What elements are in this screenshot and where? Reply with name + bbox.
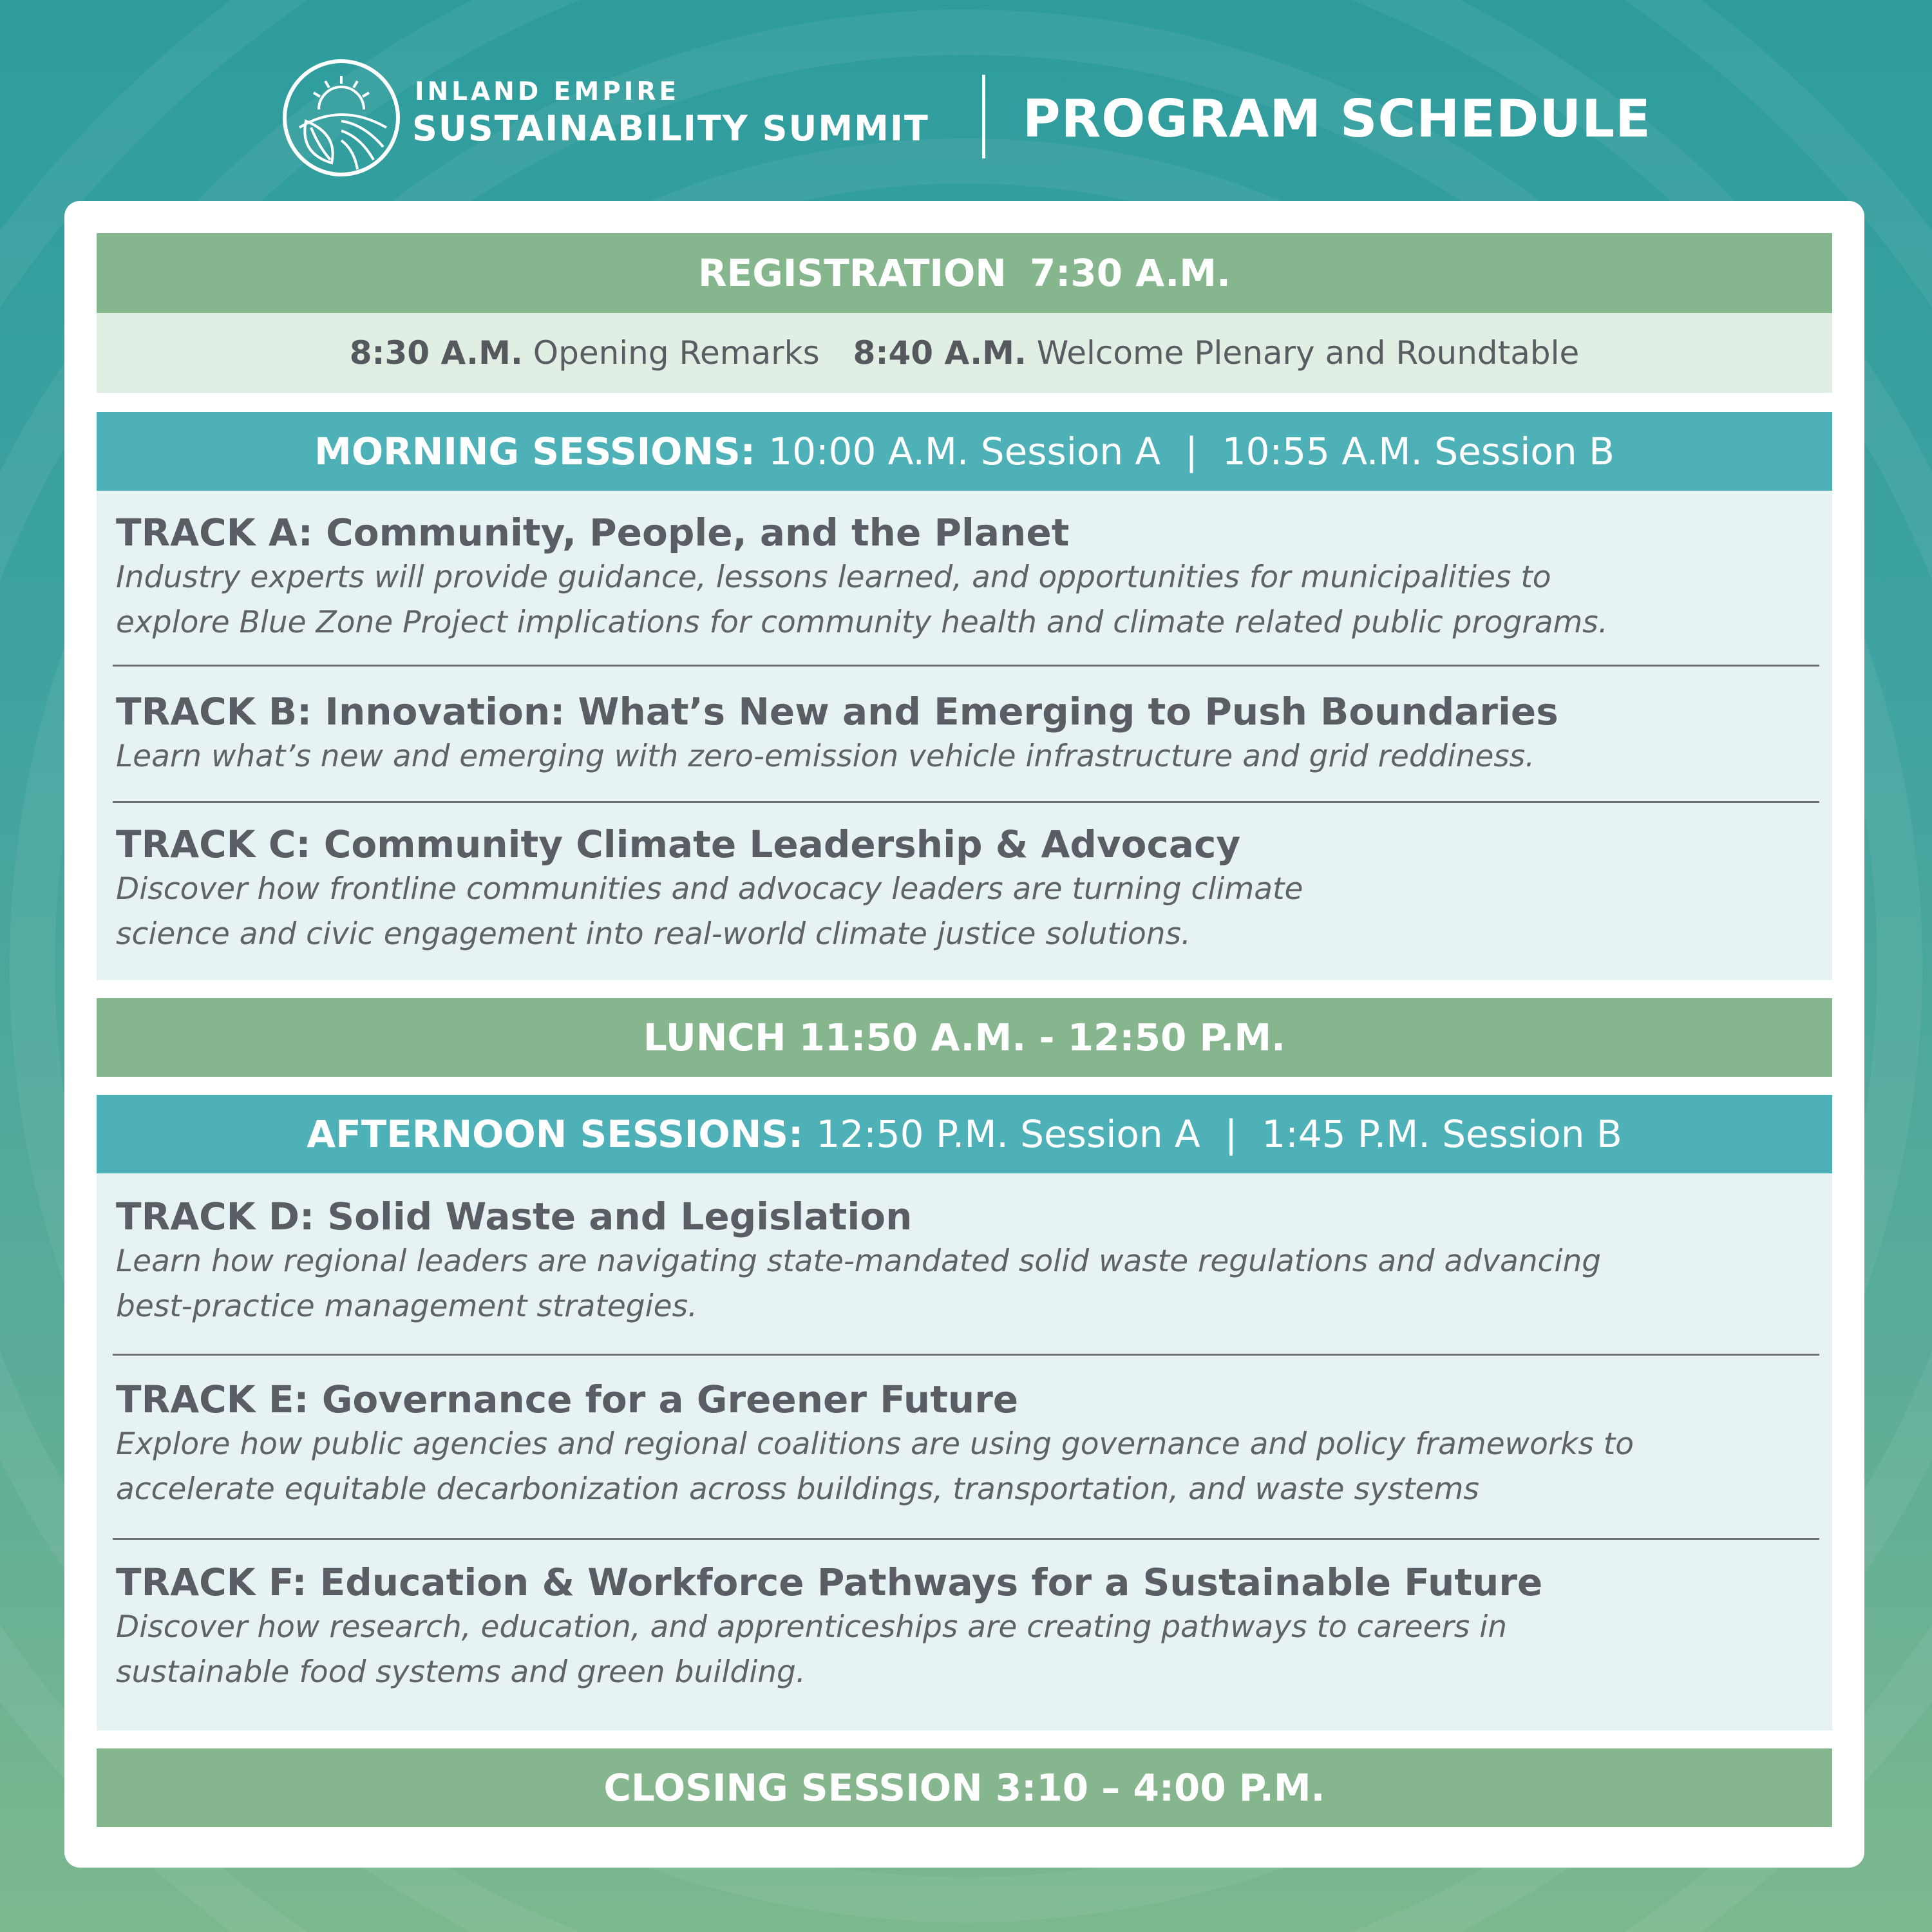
track-e xyxy=(116,1377,1816,1512)
track-e-desc-line-1: Explore how public agencies and regional coalitions are using governance and policy frameworks to xyxy=(116,1426,1634,1462)
brand-line-1: INLAND EMPIRE xyxy=(415,77,679,106)
opening-time-1: 8:30 A.M. xyxy=(349,334,523,372)
track-f-title: TRACK F: Education & Workforce Pathways for a Sustainable Future xyxy=(116,1560,1543,1604)
afternoon-session-b: 1:45 P.M. Session B xyxy=(1262,1112,1622,1156)
track-c-desc-line-2: science and civic engagement into real-world climate justice solutions. xyxy=(116,916,1191,952)
track-c-desc-line-1: Discover how frontline communities and advocacy leaders are turning climate xyxy=(116,871,1303,907)
track-a-desc-line-2: explore Blue Zone Project implications for community health and climate related public programs. xyxy=(116,605,1608,640)
track-e-title: TRACK E: Governance for a Greener Future xyxy=(116,1378,1019,1421)
track-d-desc-line-2: best-practice management strategies. xyxy=(116,1289,698,1324)
track-b-desc-line-1: Learn what’s new and emerging with zero-emission vehicle infrastructure and grid reddiness. xyxy=(116,739,1535,774)
afternoon-session-a: 12:50 P.M. Session A xyxy=(816,1112,1200,1156)
registration-label: REGISTRATION xyxy=(697,251,1007,295)
track-divider xyxy=(113,665,1819,667)
track-divider xyxy=(113,1538,1819,1540)
opening-label-1: Opening Remarks xyxy=(533,334,820,372)
closing-bar xyxy=(97,1748,1832,1827)
track-a xyxy=(116,510,1816,645)
brand-line-2: SUSTAINABILITY SUMMIT xyxy=(412,108,929,149)
header xyxy=(0,0,1932,200)
track-d-desc-line-1: Learn how regional leaders are navigating state-mandated solid waste regulations and advancing xyxy=(116,1244,1602,1279)
track-b xyxy=(116,689,1816,779)
track-c xyxy=(116,822,1816,957)
morning-sessions-bar xyxy=(97,412,1832,491)
track-e-desc-line-2: accelerate equitable decarbonization across buildings, transportation, and waste systems xyxy=(116,1472,1479,1507)
track-divider xyxy=(113,801,1819,803)
opening-time-2: 8:40 A.M. xyxy=(853,334,1027,372)
afternoon-sessions-label: AFTERNOON SESSIONS: xyxy=(307,1112,804,1156)
opening-label-2: Welcome Plenary and Roundtable xyxy=(1036,334,1580,372)
track-d xyxy=(116,1194,1816,1329)
morning-tracks-panel xyxy=(97,491,1832,980)
afternoon-tracks-panel xyxy=(97,1173,1832,1730)
track-c-title: TRACK C: Community Climate Leadership & Advocacy xyxy=(116,822,1241,866)
morning-sessions-label: MORNING SESSIONS: xyxy=(314,430,755,473)
track-f xyxy=(116,1560,1816,1695)
page-title: PROGRAM SCHEDULE xyxy=(1023,89,1651,149)
track-divider xyxy=(113,1354,1819,1356)
track-f-desc-line-2: sustainable food systems and green building. xyxy=(116,1654,806,1690)
sun-leaf-hills-logo-icon xyxy=(280,57,402,179)
opening-row xyxy=(97,313,1832,393)
morning-separator: | xyxy=(1185,430,1198,473)
morning-session-a: 10:00 A.M. Session A xyxy=(768,430,1161,473)
lunch-label: LUNCH 11:50 A.M. - 12:50 P.M. xyxy=(643,1016,1286,1059)
registration-bar xyxy=(97,233,1832,313)
track-f-desc-line-1: Discover how research, education, and apprenticeships are creating pathways to careers in xyxy=(116,1609,1508,1645)
track-b-title: TRACK B: Innovation: What’s New and Emerging to Push Boundaries xyxy=(116,690,1558,734)
track-a-desc-line-1: Industry experts will provide guidance, lessons learned, and opportunities for municipalities to xyxy=(116,560,1551,595)
track-a-title: TRACK A: Community, People, and the Planet xyxy=(116,511,1070,554)
registration-time: 7:30 A.M. xyxy=(1029,251,1231,295)
lunch-bar xyxy=(97,998,1832,1077)
morning-session-b: 10:55 A.M. Session B xyxy=(1222,430,1615,473)
afternoon-separator: | xyxy=(1224,1112,1238,1156)
header-divider xyxy=(982,75,985,158)
afternoon-sessions-bar xyxy=(97,1095,1832,1173)
track-d-title: TRACK D: Solid Waste and Legislation xyxy=(116,1195,913,1238)
closing-label: CLOSING SESSION 3:10 – 4:00 P.M. xyxy=(603,1766,1325,1810)
